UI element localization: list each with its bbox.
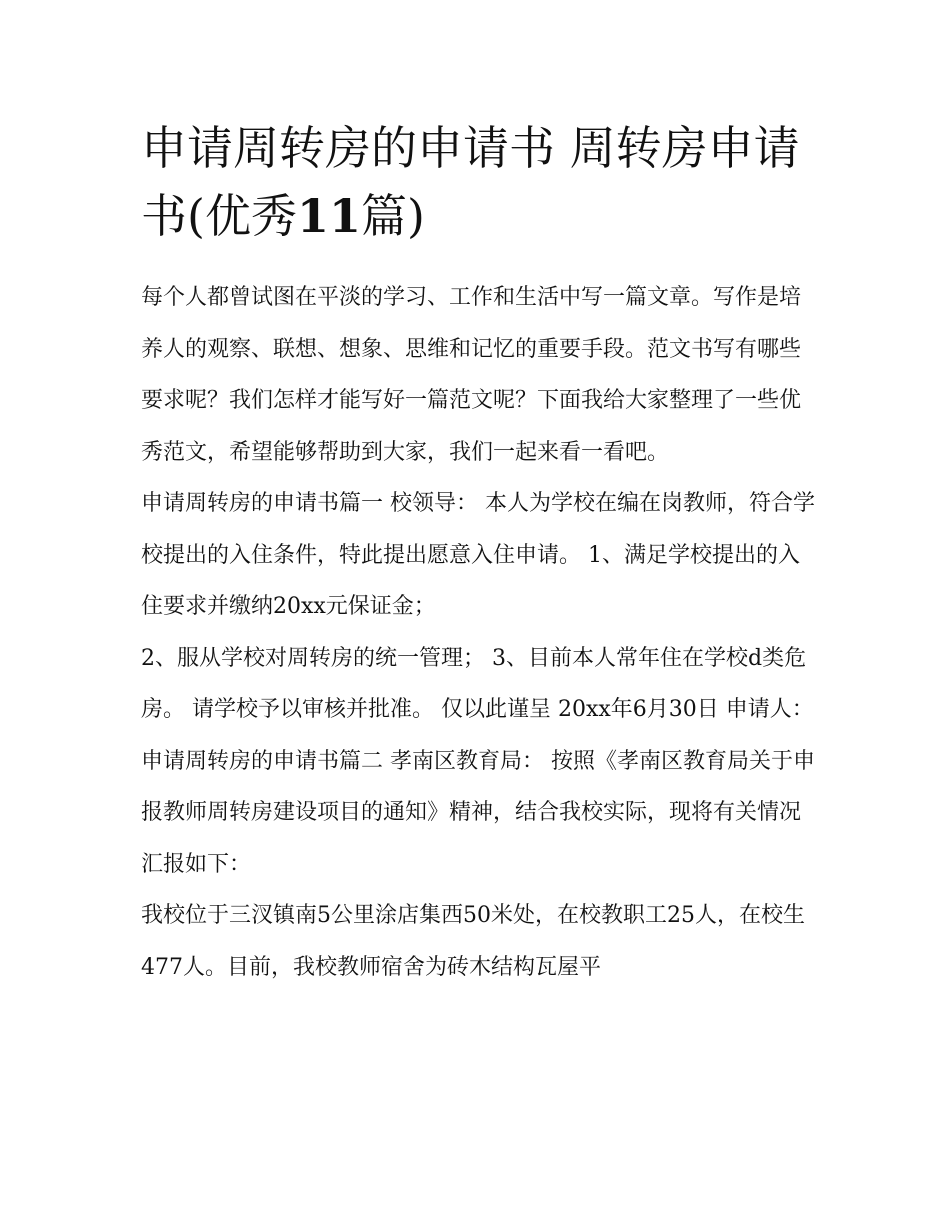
document-title (141, 114, 816, 250)
application-one-items-paragraph: 2、服从学校对周转房的统一管理； 3、目前本人常年住在学校d类危房。 请学校予以审核并批准。 仅以此谨呈 20xx年6月30日 申请人： (141, 645, 814, 722)
title-text: 申请周转房的申请书 周转房申请书(优秀 (141, 121, 800, 243)
application-two-paragraph: 申请周转房的申请书篇二 孝南区教育局： 按照《孝南区教育局关于申报教师周转房建设项目的通知》精神，结合我校实际，现将有关情况汇报如下： (141, 748, 815, 877)
document-body (141, 114, 816, 993)
application-one-paragraph: 申请周转房的申请书篇一 校领导： 本人为学校在编在岗教师，符合学校提出的入住条件，特此提出愿意入住申请。 1、满足学校提出的入住要求并缴纳20xx元保证金； (141, 491, 815, 619)
intro-paragraph: 每个人都曾试图在平淡的学习、工作和生活中写一篇文章。写作是培养人的观察、联想、想象、思维和记忆的重要手段。范文书写有哪些要求呢？我们怎样才能写好一篇范文呢？下面我给大家整理了一些优秀范文，希望能够帮助到大家，我们一起来看一看吧。 (141, 285, 802, 465)
title-number: 11 (296, 189, 361, 243)
title-suffix: 篇) (360, 189, 425, 243)
school-situation-paragraph: 我校位于三汊镇南5公里涂店集西50米处，在校教职工25人，在校生477人。目前，我校教师宿舍为砖木结构瓦屋平 (141, 903, 805, 980)
